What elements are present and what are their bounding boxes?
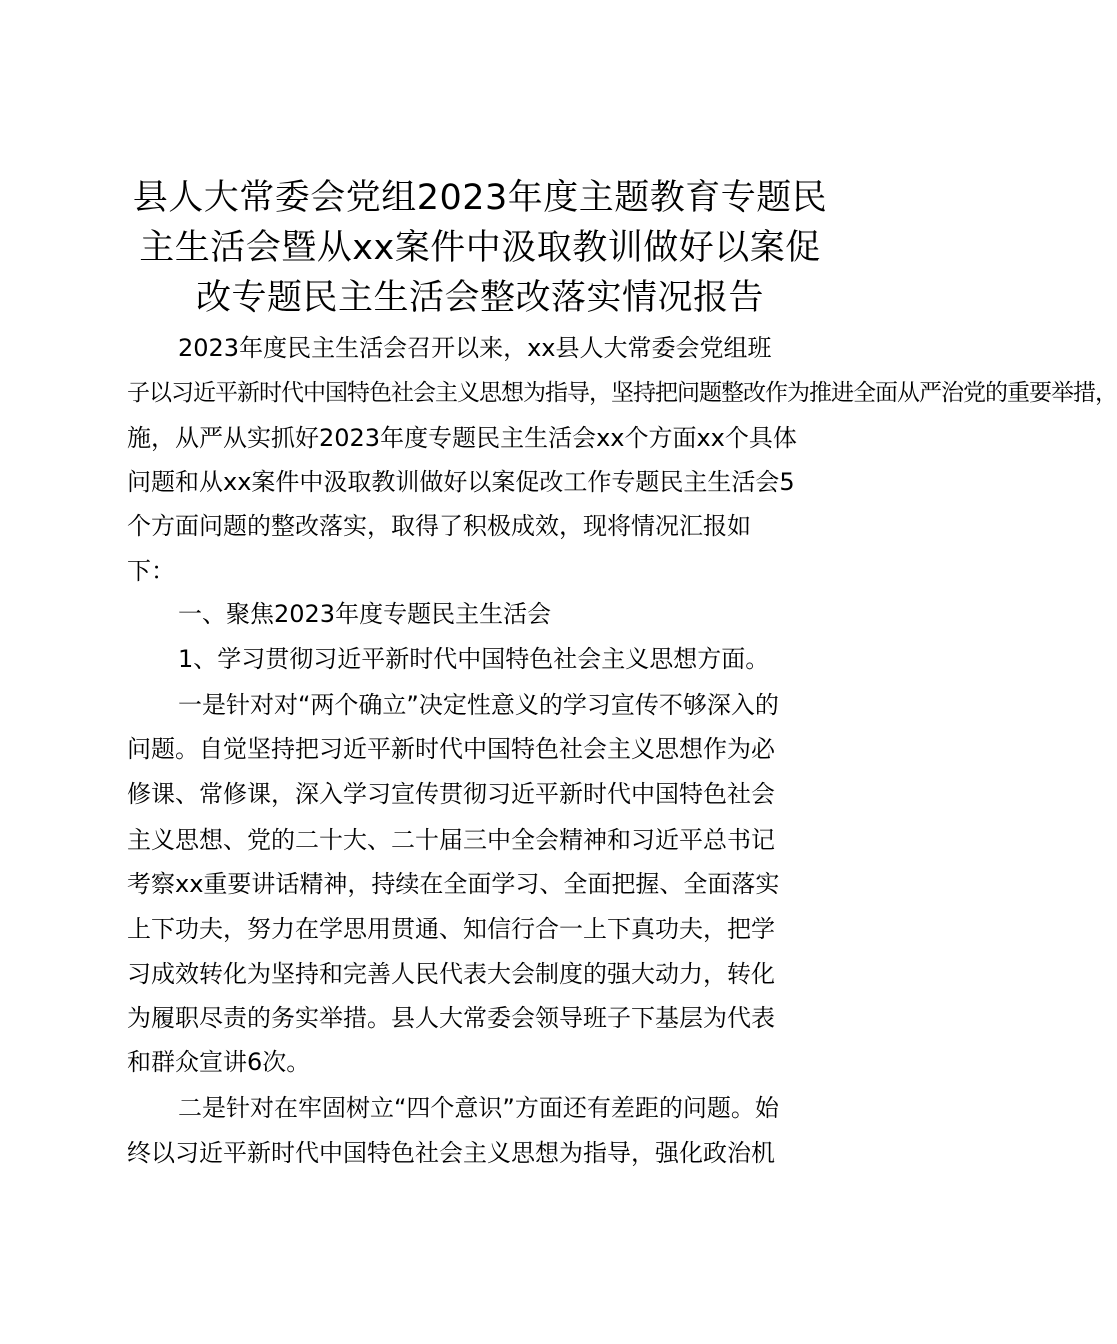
body-line-15: 习成效转化为坚持和完善人民代表大会制度的强大动力，转化	[127, 960, 775, 988]
body-line-2: 子以习近平新时代中国特色社会主义思想为指导，坚持把问题整改作为推进全面从严治党的重要举措，	[127, 380, 1117, 406]
body-line-9: 一是针对对“两个确立”决定性意义的学习宣传不够深入的	[178, 691, 779, 719]
body-line-4: 问题和从xx案件中汲取教训做好以案促改工作专题民主生活会5	[127, 468, 795, 496]
body-line-14: 上下功夫，努力在学思用贯通、知信行合一上下真功夫，把学	[127, 915, 775, 943]
body-line-6: 下：	[127, 557, 175, 585]
body-line-18: 二是针对在牢固树立“四个意识”方面还有差距的问题。始	[178, 1094, 779, 1122]
body-line-10: 问题。自觉坚持把习近平新时代中国特色社会主义思想作为必	[127, 735, 775, 763]
body-line-13: 考察xx重要讲话精神，持续在全面学习、全面把握、全面落实	[127, 870, 780, 898]
body-line-11: 修课、常修课，深入学习宣传贯彻习近平新时代中国特色社会	[127, 780, 775, 808]
body-line-1: 2023年度民主生活会召开以来，xx县人大常委会党组班	[178, 334, 772, 362]
body-line-19: 终以习近平新时代中国特色社会主义思想为指导，强化政治机	[127, 1139, 775, 1167]
body-line-17: 和群众宣讲6次。	[127, 1048, 311, 1076]
section-heading-1: 一、聚焦2023年度专题民主生活会	[178, 600, 552, 628]
document-title-line-2: 主生活会暨从xx案件中汲取教训做好以案促	[139, 228, 821, 268]
document-title-line-3: 改专题民主生活会整改落实情况报告	[195, 278, 764, 318]
body-line-12: 主义思想、党的二十大、二十届三中全会精神和习近平总书记	[127, 826, 775, 854]
body-line-16: 为履职尽责的务实举措。县人大常委会领导班子下基层为代表	[127, 1004, 775, 1032]
subsection-heading-1: 1、学习贯彻习近平新时代中国特色社会主义思想方面。	[178, 645, 770, 673]
body-line-3: 施，从严从实抓好2023年度专题民主生活会xx个方面xx个具体	[127, 424, 797, 452]
body-line-5: 个方面问题的整改落实，取得了积极成效，现将情况汇报如	[127, 512, 751, 540]
document-title-line-1: 县人大常委会党组2023年度主题教育专题民	[132, 178, 828, 218]
